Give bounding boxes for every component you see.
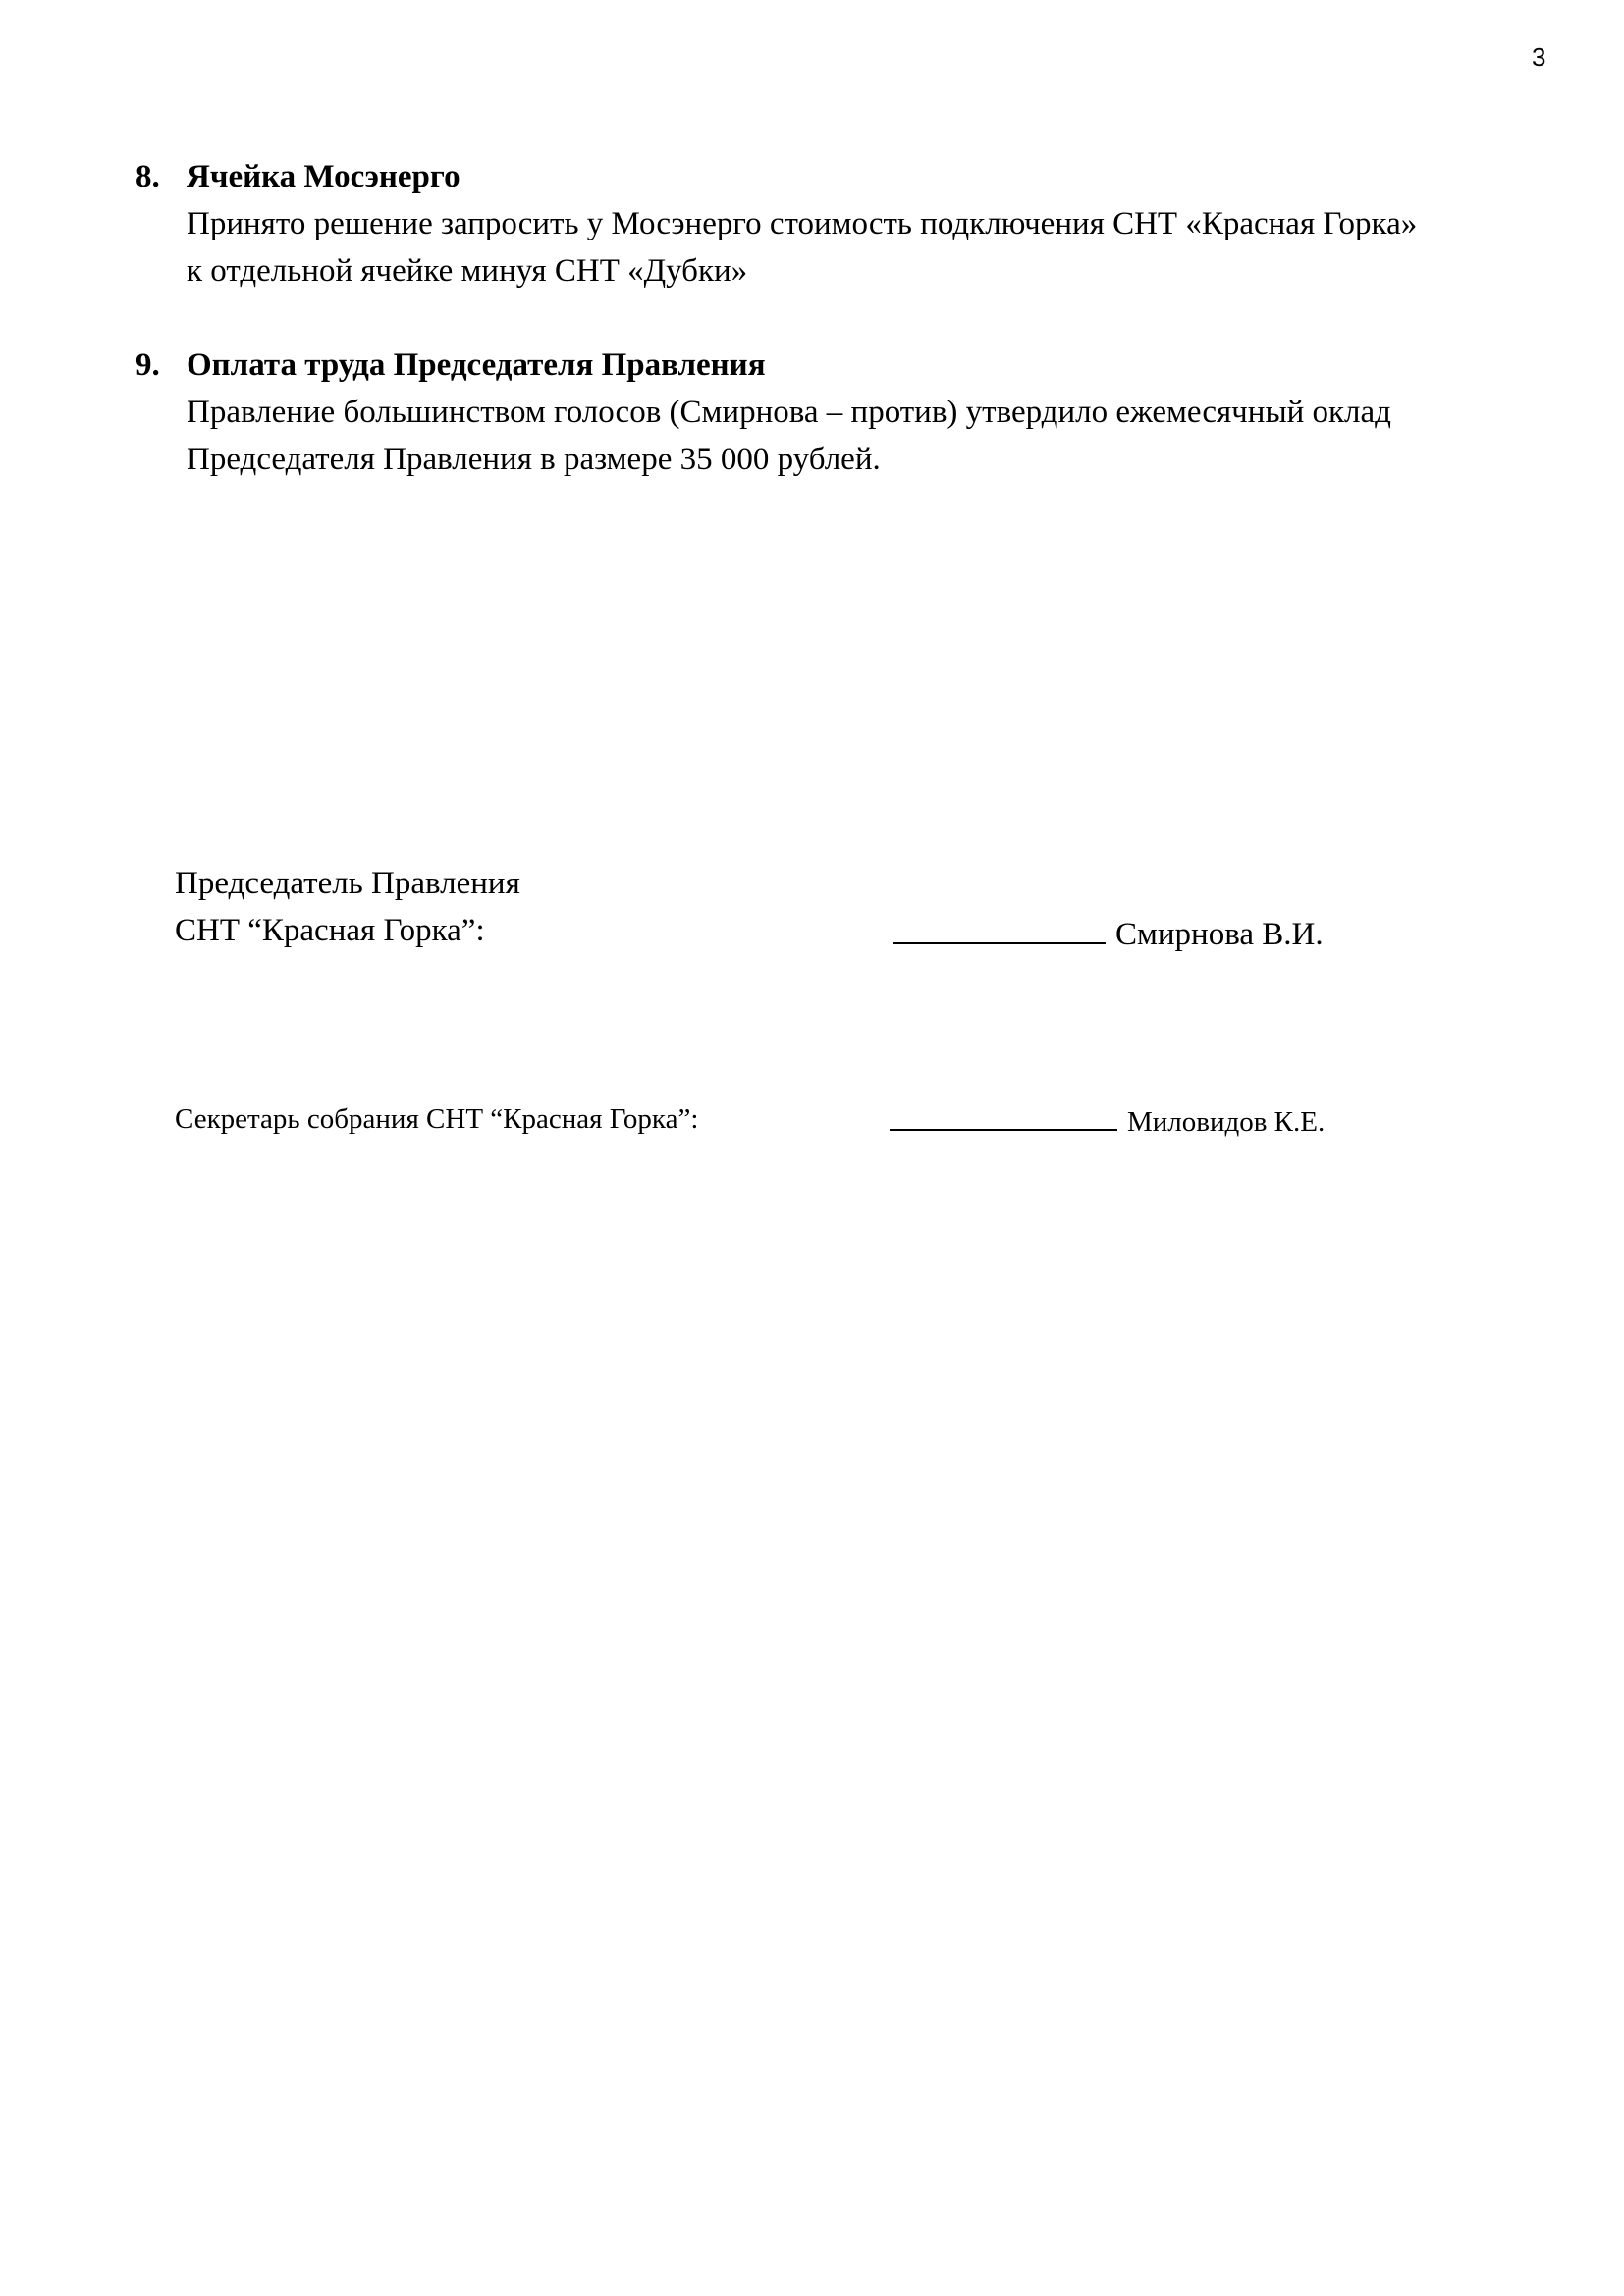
section-heading	[135, 153, 1549, 200]
section-body	[135, 200, 1549, 294]
chairman-signature-line	[893, 907, 1106, 944]
section-title: Ячейка Мосэнерго	[187, 159, 460, 194]
section-text-line: Принято решение запросить у Мосэнерго стоимость подключения СНТ «Красная Горка»	[187, 206, 1418, 241]
secretary-signature-line	[890, 1097, 1117, 1131]
chairman-name: Смирнова В.И.	[1115, 917, 1324, 952]
section-text-line: Председателя Правления в размере 35 000 рублей.	[187, 442, 881, 477]
chairman-title-line-1: Председатель Правления	[175, 866, 520, 901]
section-text-line: к отдельной ячейке минуя СНТ «Дубки»	[187, 253, 748, 289]
section-number: 8.	[135, 159, 160, 194]
page-number: 3	[1532, 42, 1546, 72]
section-body	[135, 389, 1549, 483]
chairman-signature	[893, 907, 1324, 958]
section-9	[135, 342, 1549, 483]
chairman-title-line-2: СНТ “Красная Горка”:	[175, 913, 485, 948]
secretary-signature	[890, 1097, 1325, 1144]
section-heading	[135, 342, 1549, 389]
secretary-name: Миловидов К.Е.	[1127, 1106, 1326, 1138]
secretary-title: Секретарь собрания СНТ “Красная Горка”:	[175, 1103, 699, 1135]
section-number: 9.	[135, 347, 160, 383]
section-8	[135, 153, 1549, 294]
section-text-line: Правление большинством голосов (Смирнова – против) утвердило ежемесячный оклад	[187, 395, 1391, 430]
section-title: Оплата труда Председателя Правления	[187, 347, 766, 383]
